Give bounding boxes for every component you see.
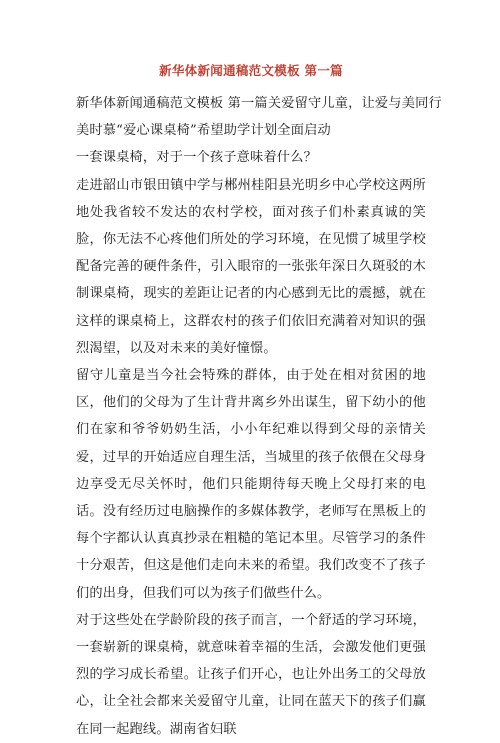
body-paragraph-1: 走进韶山市银田镇中学与郴州桂阳县光明乡中心学校这两所地处我省较不发达的农村学校，面对孩子们朴素真诚的笑脸，你无法不心疼他们所处的学习环境，在见惯了城里学校配备完善的硬件条件，引入眼帘的一张张年深日久斑驳的木制课桌椅，现实的差距让记者的内心感到无比的震撼，就在这样的课桌椅上，这群农村的孩子们依旧充满着对知识的强烈渴望，以及对未来的美好憧憬。 bbox=[76, 177, 426, 356]
body-paragraph-2: 留守儿童是当今社会特殊的群体，由于处在相对贫困的地区，他们的父母为了生计背井离乡外出谋生，留下幼小的他们在家和爷爷奶奶生活，小小年纪难以得到父母的亲情关爱，过早的开始适应自理生活，当城里的孩子依偎在父母身边享受无尽关怀时，他们只能期待每天晚上父母打来的电话。没有经历过电脑操作的多媒体教学，老师写在黑板上的每个字都认认真真抄录在粗糙的笔记本里。尽管学习的条件十分艰苦，但这是他们走向未来的希望。我们改变不了孩子们的出身，但我们可以为孩子们做些什么。 bbox=[76, 368, 426, 601]
intro-line-2: 美时慕“爱心课桌椅”希望助学计划全面启动 bbox=[76, 123, 331, 139]
intro-line-3: 一套课桌椅，对于一个孩子意味着什么？ bbox=[76, 150, 317, 166]
document-title: 新华体新闻通稿范文模板 第一篇 bbox=[159, 63, 343, 78]
body-paragraph-3: 对于这些处在学龄阶段的孩子而言，一个舒适的学习环境，一套崭新的课桌椅，就意味着幸福的生活，会激发他们更强烈的学习成长希望。让孩子们开心，也让外出务工的父母放心，让全社会都来关爱留守儿童，让同在蓝天下的孩子们赢在同一起跑线。湖南省妇联 bbox=[76, 612, 426, 737]
intro-line-1: 新华体新闻通稿范文模板 第一篇关爱留守儿童，让爱与美同行 bbox=[76, 96, 442, 111]
